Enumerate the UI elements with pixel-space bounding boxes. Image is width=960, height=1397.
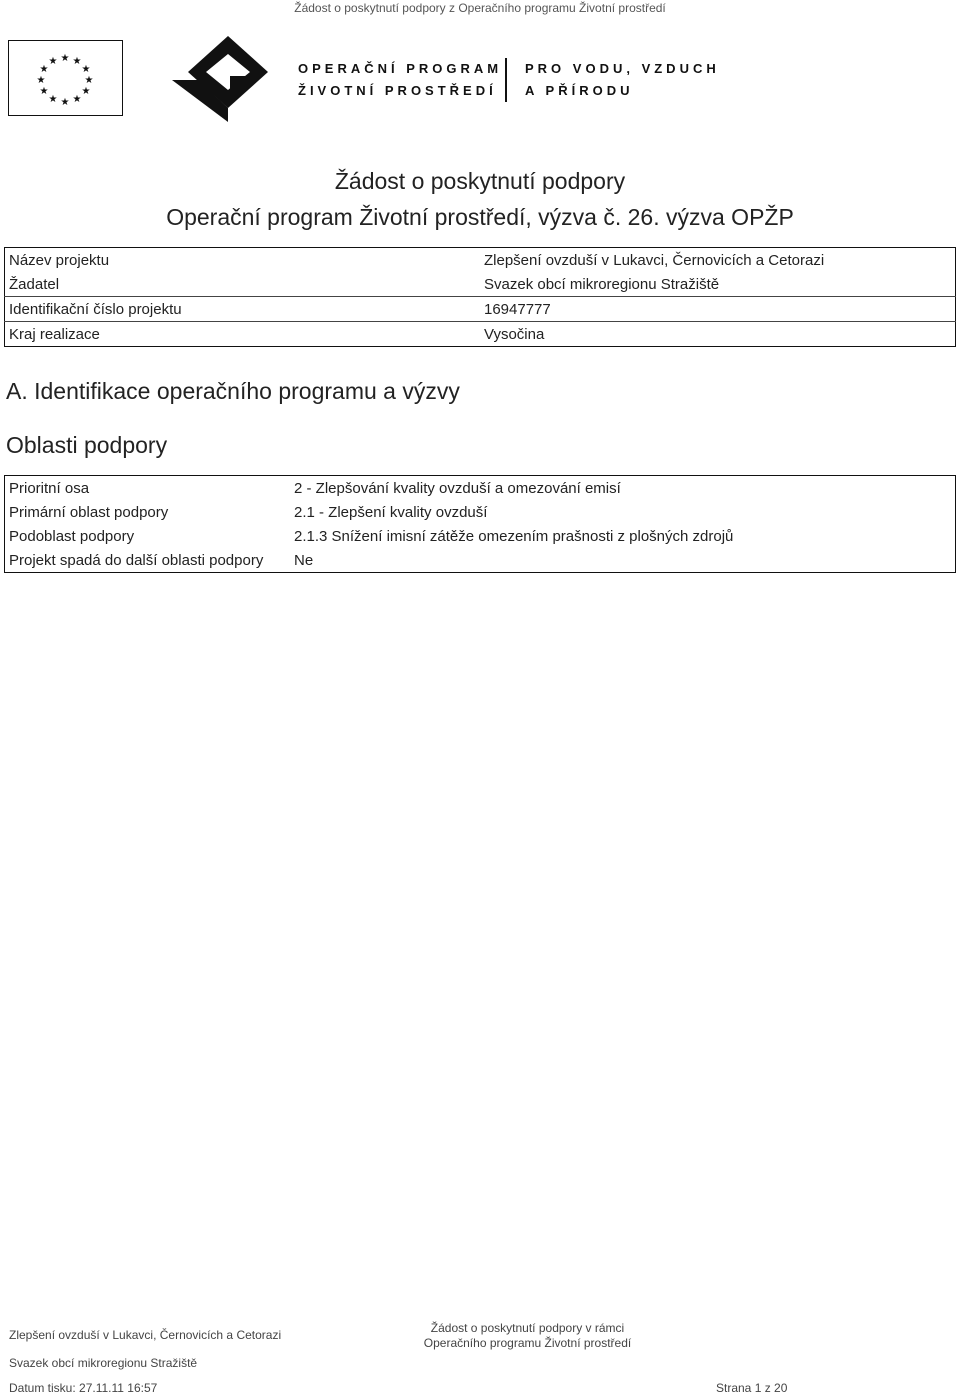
svg-text:★: ★	[72, 94, 82, 105]
support-areas-table	[4, 475, 956, 573]
project-info-table	[4, 247, 956, 347]
footer-applicant: Svazek obcí mikroregionu Stražiště	[9, 1356, 198, 1370]
eu-flag-icon	[8, 40, 123, 116]
svg-text:★: ★	[60, 97, 70, 108]
region-label: Kraj realizace	[5, 322, 481, 347]
table-row	[5, 476, 956, 501]
subarea-label: Podoblast podpory	[9, 527, 135, 545]
svg-text:★: ★	[81, 86, 91, 97]
priority-axis-value: 2 - Zlepšování kvality ovzduší a omezování emisí	[294, 479, 621, 497]
support-areas-heading: Oblasti podpory	[6, 432, 168, 458]
logo-text-line1-left: OPERAČNÍ PROGRAM	[298, 61, 503, 76]
logo-text-line2-left: ŽIVOTNÍ PROSTŘEDÍ	[298, 83, 497, 98]
running-header: Žádost o poskytnutí podpory z Operačního programu Životní prostředí	[294, 1, 666, 15]
primary-area-label: Primární oblast podpory	[9, 503, 169, 521]
footer-document-line2: Operačního programu Životní prostředí	[423, 1336, 632, 1350]
table-row	[5, 322, 956, 347]
svg-text:★: ★	[81, 64, 91, 75]
svg-text:★: ★	[39, 86, 49, 97]
svg-text:★: ★	[36, 75, 46, 86]
footer-document-line1: Žádost o poskytnutí podpory v rámci	[430, 1321, 625, 1335]
svg-text:★: ★	[84, 75, 94, 86]
section-a-heading: A. Identifikace operačního programu a výzvy	[6, 378, 460, 404]
document-subtitle: Operační program Životní prostředí, výzva č. 26. výzva OPŽP	[166, 204, 794, 230]
applicant-value: Svazek obcí mikroregionu Stražiště	[484, 275, 720, 293]
logo-text-line2-right: A PŘÍRODU	[525, 83, 634, 98]
logo-text-line1-right: PRO VODU, VZDUCH	[525, 61, 720, 76]
footer-project-name: Zlepšení ovzduší v Lukavci, Černovicích a Cetorazi	[9, 1328, 282, 1342]
document-title: Žádost o poskytnutí podpory	[334, 168, 626, 194]
table-row	[5, 548, 956, 573]
subarea-value: 2.1.3 Snížení imisní zátěže omezením prašnosti z plošných zdrojů	[294, 527, 734, 545]
primary-area-value: 2.1 - Zlepšení kvality ovzduší	[294, 503, 488, 521]
project-id-value: 16947777	[480, 297, 956, 322]
project-name-value: Zlepšení ovzduší v Lukavci, Černovicích a Cetorazi	[484, 251, 825, 269]
footer-print-date: Datum tisku: 27.11.11 16:57	[9, 1381, 158, 1395]
table-row	[5, 500, 956, 524]
applicant-label: Žadatel	[9, 275, 60, 293]
logo-band	[8, 36, 768, 126]
opzp-logo-icon	[168, 36, 288, 126]
table-row	[5, 524, 956, 548]
table-row	[5, 248, 956, 273]
svg-text:★: ★	[72, 56, 82, 67]
svg-text:★: ★	[39, 64, 49, 75]
region-value: Vysočina	[480, 322, 956, 347]
table-row	[5, 297, 956, 322]
svg-text:★: ★	[48, 94, 58, 105]
priority-axis-label: Prioritní osa	[9, 479, 90, 497]
svg-text:★: ★	[60, 53, 70, 64]
svg-text:★: ★	[48, 56, 58, 67]
logo-separator	[505, 58, 507, 102]
other-area-value: Ne	[294, 551, 314, 569]
other-area-label: Projekt spadá do další oblasti podpory	[9, 551, 264, 569]
project-name-label: Název projektu	[9, 251, 110, 269]
table-row	[5, 272, 956, 297]
op-logo-text	[298, 58, 720, 102]
project-id-label: Identifikační číslo projektu	[5, 297, 481, 322]
footer-page-number: Strana 1 z 20	[716, 1381, 788, 1395]
